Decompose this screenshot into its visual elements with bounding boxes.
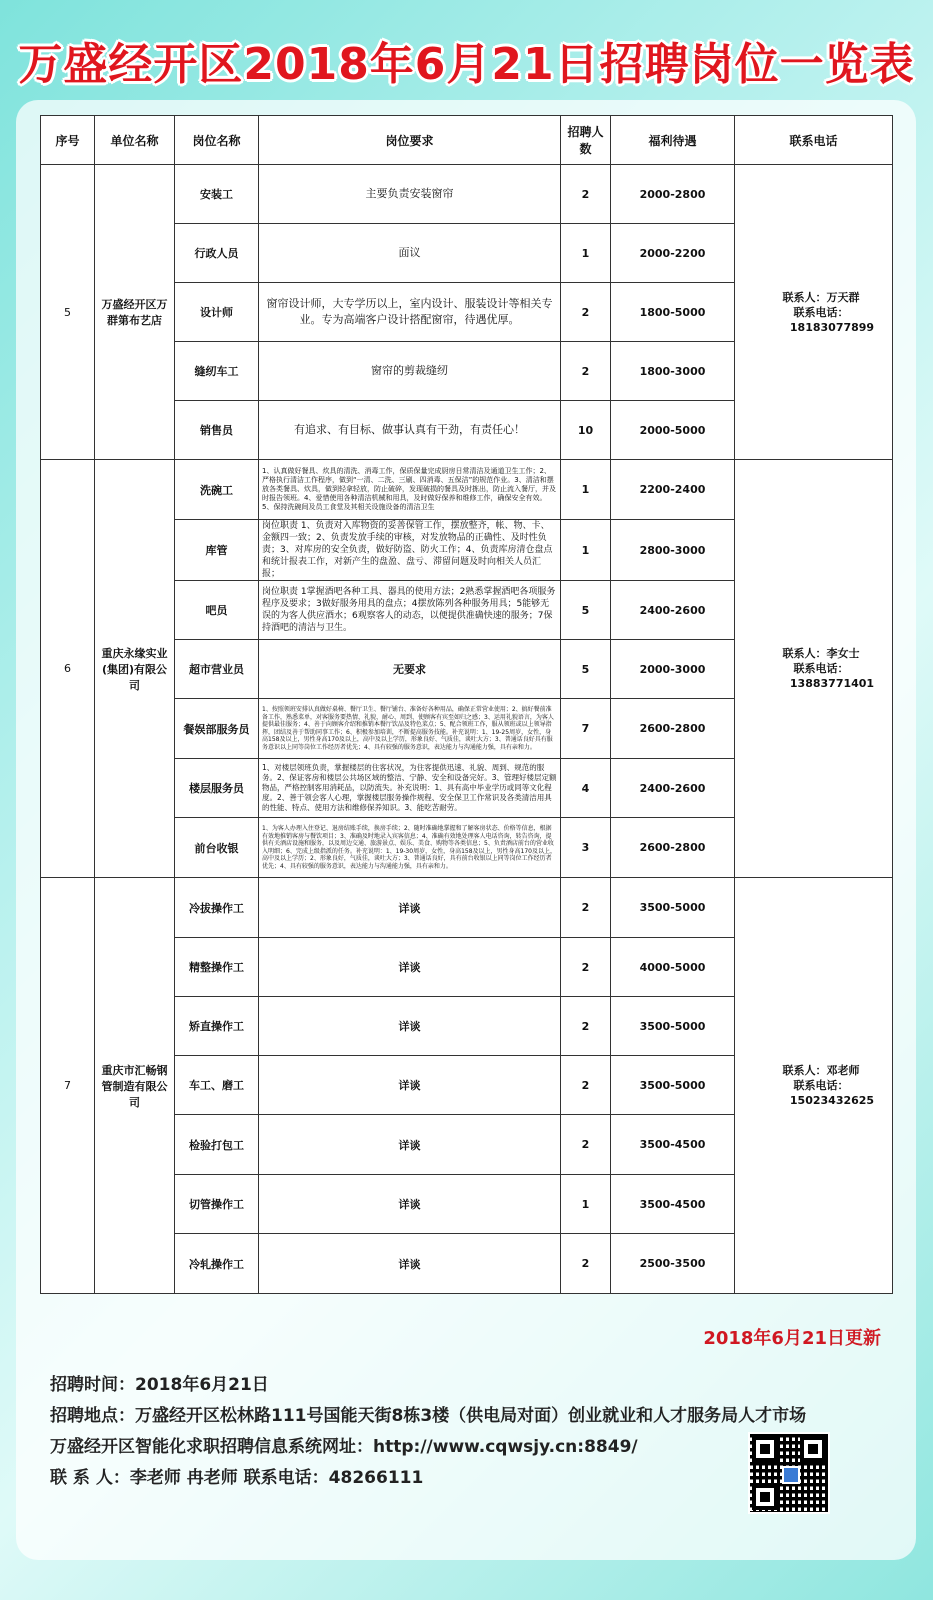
- job-count: 4: [561, 759, 611, 818]
- job-requirement: 面议: [259, 224, 561, 283]
- job-position: 洗碗工: [175, 460, 259, 520]
- page-title: 万盛经开区2018年6月21日招聘岗位一览表: [18, 39, 915, 90]
- table-row: [41, 165, 893, 224]
- company-contact: [735, 460, 893, 878]
- jobs-table: [40, 115, 893, 1294]
- job-count: 5: [561, 581, 611, 640]
- contact-label: 联系电话：: [793, 1079, 849, 1092]
- contact-phone: 13883771401: [789, 677, 875, 690]
- job-requirement: 岗位职责 1掌握酒吧各种工具、器具的使用方法；2熟悉掌握酒吧各项服务程序及要求；3做好服务用具的盘点；4摆放陈列各种服务用具；5能够无误的为客人供应酒水；6观察客人的动态，以便提供准确快速的服务；7保持酒吧的清洁与卫生。: [262, 587, 556, 633]
- job-salary: 2800-3000: [611, 520, 735, 581]
- job-requirement: 有追求、有目标、做事认真有干劲，有责任心！: [259, 401, 561, 460]
- job-count: 1: [561, 224, 611, 283]
- header-requirement: 岗位要求: [259, 116, 561, 165]
- job-salary: 2400-2600: [611, 581, 735, 640]
- job-requirement: 详谈: [259, 1056, 561, 1115]
- job-salary: 2000-5000: [611, 401, 735, 460]
- job-position: 车工、磨工: [175, 1056, 259, 1115]
- table-row: [41, 878, 893, 938]
- company-no: 7: [41, 878, 95, 1294]
- job-requirement: 无要求: [259, 640, 561, 699]
- header-company: 单位名称: [95, 116, 175, 165]
- qr-finder-pattern: [752, 1436, 778, 1462]
- job-count: 5: [561, 640, 611, 699]
- job-requirement: 岗位职责 1、负责对入库物资的妥善保管工作，摆放整齐，帐、物、卡、金额四一致；2、负责发放手续的审核，对发放物品的正确性、及时性负责；3、对库房的安全负责，做好防盗、防火工作；4、负责库房清仓盘点和统计报表工作，对新产生的盘盈、盘亏、滞留问题及时向相关人员汇报；: [262, 521, 553, 579]
- job-salary: 3500-5000: [611, 997, 735, 1056]
- job-requirement: 详谈: [259, 1115, 561, 1175]
- job-position: 冷拔操作工: [175, 878, 259, 938]
- recruit-place: 招聘地点：万盛经开区松林路111号国能天街8栋3楼（供电局对面）创业就业和人才服务局人才市场: [50, 1406, 807, 1426]
- job-count: 7: [561, 699, 611, 759]
- job-position: 销售员: [175, 401, 259, 460]
- job-position: 库管: [175, 520, 259, 581]
- job-count: 2: [561, 165, 611, 224]
- job-requirement: 窗帘的剪裁缝纫: [259, 342, 561, 401]
- job-salary: 2600-2800: [611, 699, 735, 759]
- job-count: 1: [561, 460, 611, 520]
- job-position: 前台收银: [175, 818, 259, 878]
- job-salary: 2200-2400: [611, 460, 735, 520]
- job-position: 冷轧操作工: [175, 1234, 259, 1294]
- table-row: [41, 460, 893, 520]
- company-name: 重庆永缘实业(集团)有限公司: [95, 460, 175, 878]
- company-no: 5: [41, 165, 95, 460]
- recruit-website[interactable]: 万盛经开区智能化求职招聘信息系统网址：http://www.cqwsjy.cn:8849/: [50, 1437, 638, 1457]
- job-salary: 2000-2800: [611, 165, 735, 224]
- update-note: 2018年6月21日更新: [703, 1328, 881, 1349]
- header-count: 招聘人数: [561, 116, 611, 165]
- job-requirement: 详谈: [259, 1234, 561, 1294]
- job-position: 精整操作工: [175, 938, 259, 997]
- job-count: 2: [561, 342, 611, 401]
- job-salary: 2600-2800: [611, 818, 735, 878]
- recruit-time: 招聘时间：2018年6月21日: [50, 1375, 269, 1395]
- job-requirement: 详谈: [259, 938, 561, 997]
- job-position: 矫直操作工: [175, 997, 259, 1056]
- contact-phone: 15023432625: [789, 1094, 875, 1107]
- company-name: 万盛经开区万群第布艺店: [95, 165, 175, 460]
- job-position: 检验打包工: [175, 1115, 259, 1175]
- contact-person: 联系人：邓老师: [782, 1064, 860, 1077]
- job-count: 3: [561, 818, 611, 878]
- company-no: 6: [41, 460, 95, 878]
- job-count: 1: [561, 1175, 611, 1234]
- job-position: 餐娱部服务员: [175, 699, 259, 759]
- job-salary: 2000-2200: [611, 224, 735, 283]
- qr-code-icon: [748, 1432, 830, 1514]
- contact-phone: 18183077899: [789, 320, 875, 334]
- contact-person: 联系人：李女士: [782, 647, 860, 660]
- contact-label: 联系电话：: [793, 305, 849, 319]
- header-salary: 福利待遇: [611, 116, 735, 165]
- job-position: 安装工: [175, 165, 259, 224]
- job-count: 10: [561, 401, 611, 460]
- job-position: 吧员: [175, 581, 259, 640]
- qr-finder-pattern: [752, 1484, 778, 1510]
- job-count: 2: [561, 283, 611, 342]
- job-requirement: 1、对楼层领班负责，掌握楼层的住客状况，为住客提供迅速、礼貌、周到、规范的服务。2、保证客房和楼层公共场区域的整洁、宁静、安全和设备完好。3、管理好楼层定额物品，严格控制客用消耗品，以防流失。补充说明：1、具有高中毕业学历或同等文化程度。2、善于领会客人心理，掌握楼层服务操作规程、安全保卫工作常识及各类清洁用具的性能、特点、使用方法和维修保养知识。3、能吃苦耐劳。: [262, 763, 557, 812]
- job-salary: 3500-4500: [611, 1115, 735, 1175]
- contact-person: 联系人：万天群: [782, 290, 860, 304]
- job-salary: 2400-2600: [611, 759, 735, 818]
- job-position: 楼层服务员: [175, 759, 259, 818]
- qr-finder-pattern: [800, 1436, 826, 1462]
- job-requirement: 1、认真做好餐具、炊具的清洗、消毒工作，保质保量完成厨房日常清洁及通道卫生工作；2、严格执行清洁工作程序，做到“一清、二洗、三刷、四消毒、五保洁”的规范作业。3、清洁和摆放各类餐具、炊具，做到轻拿轻放，防止破碎，发现破损的餐具及时拣出，防止流入餐厅，并及时报告领班。4、爱惜使用各种清洁机械和用具，及时做好保养和维修工作，确保安全有效。5、保持洗碗间及员工食堂及其相关设施设备的清洁卫生: [262, 467, 556, 511]
- job-requirement: 详谈: [259, 997, 561, 1056]
- job-count: 2: [561, 878, 611, 938]
- job-position: 切管操作工: [175, 1175, 259, 1234]
- contact-label: 联系电话：: [793, 662, 849, 675]
- header-no: 序号: [41, 116, 95, 165]
- qr-logo: [782, 1466, 800, 1484]
- job-salary: 1800-3000: [611, 342, 735, 401]
- job-requirement: 1、为客人办理入住登记、退房结账手续，换房手续；2、随时准确地掌握和了解客房状态、价格等信息，根据有效地推销客房与餐饮项目；3、准确及时地录入宾客信息；4、准确有效地处理客人电话咨询，转告咨询，提供有关酒店设施和服务，以及周边交通、旅游景点、娱乐、美食、购物等各类信息；5、负责酒店前台的营业收入明细；6、完成上级指派的任务。补充说明：1、19-30周岁，女性，身高158及以上，男性身高170及以上，高中及以上学历；2、形象良好，气质佳，谈吐大方；3、普通话良好，具有前台收银以上同等岗位工作经历者优先；4、具有较强的服务意识，表达能力与沟通能力强，具有亲和力。: [262, 825, 556, 870]
- job-count: 2: [561, 1115, 611, 1175]
- job-salary: 4000-5000: [611, 938, 735, 997]
- table-header-row: [41, 116, 893, 165]
- recruit-contact: 联 系 人：李老师 冉老师 联系电话：48266111: [50, 1468, 424, 1488]
- job-requirement: 详谈: [259, 1175, 561, 1234]
- job-requirement: 详谈: [259, 878, 561, 938]
- job-count: 1: [561, 520, 611, 581]
- job-salary: 3500-5000: [611, 1056, 735, 1115]
- job-requirement: 主要负责安装窗帘: [259, 165, 561, 224]
- job-count: 2: [561, 938, 611, 997]
- header-contact: 联系电话: [735, 116, 893, 165]
- job-count: 2: [561, 1056, 611, 1115]
- company-contact: [735, 878, 893, 1294]
- job-requirement: 窗帘设计师，大专学历以上，室内设计、服装设计等相关专业。专为高端客户设计搭配窗帘，待遇优厚。: [259, 283, 561, 342]
- company-name: 重庆市汇畅钢管制造有限公司: [95, 878, 175, 1294]
- job-salary: 3500-4500: [611, 1175, 735, 1234]
- job-count: 2: [561, 1234, 611, 1294]
- company-contact: [735, 165, 893, 460]
- job-count: 2: [561, 997, 611, 1056]
- job-salary: 2500-3500: [611, 1234, 735, 1294]
- header-position: 岗位名称: [175, 116, 259, 165]
- job-salary: 3500-5000: [611, 878, 735, 938]
- job-requirement: 1、按照领班安排认真做好桌椅、餐厅卫生、餐厅铺台、准备好各种用品，确保正常营业使用；2、搞好餐前准备工作，熟悉菜单，对客服务要热情、礼貌、耐心、周到、使顾客有宾至如归之感；3、运用礼貌语言，为客人提供最佳服务；4、善于向顾客介绍和推销本餐厅饮品及特色菜点；5、配合领班工作，服从领班或以上领导指挥，团结及善于帮助同事工作；6、积极参加培训，不断提高服务技能。补充说明：1、19-25周岁，女性，身高158及以上，男性身高170及以上，高中及以上学历，形象良好、气质佳，谈吐大方；3、普通话良好具有服务意识以上同等岗位工作经历者优先；4、具有较强的服务意识，表达能力与沟通能力强，具有亲和力。: [262, 706, 554, 751]
- job-position: 超市营业员: [175, 640, 259, 699]
- job-position: 缝纫车工: [175, 342, 259, 401]
- job-position: 设计师: [175, 283, 259, 342]
- job-salary: 1800-5000: [611, 283, 735, 342]
- job-position: 行政人员: [175, 224, 259, 283]
- job-salary: 2000-3000: [611, 640, 735, 699]
- footer-info: [50, 1370, 807, 1494]
